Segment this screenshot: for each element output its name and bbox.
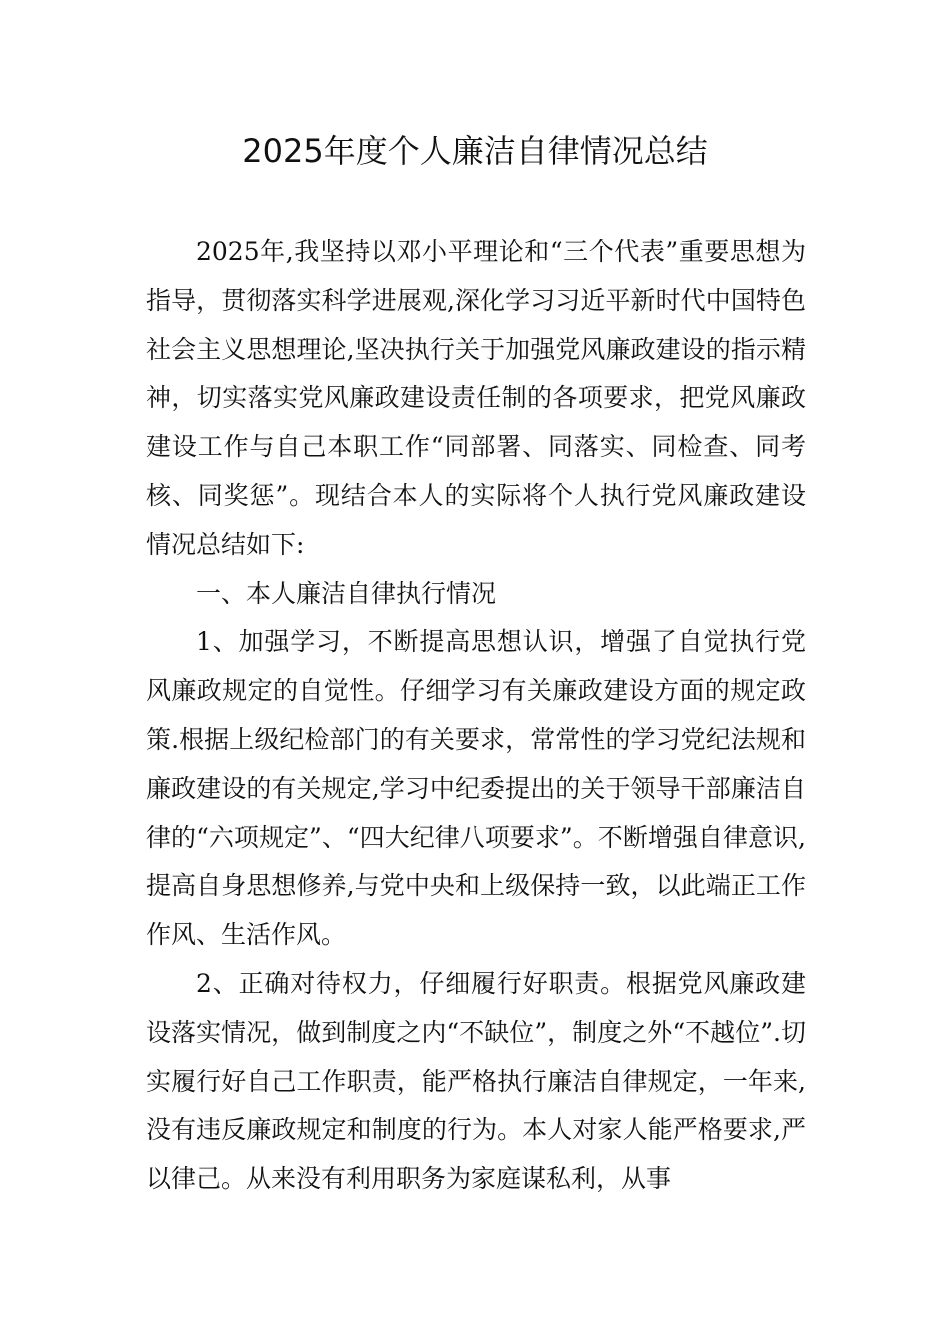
intro-paragraph: 2025年,我坚持以邓小平理论和“三个代表”重要思想为指导，贯彻落实科学进展观,深化学习习近平新时代中国特色社会主义思想理论,坚决执行关于加强党风廉政建设的指示精神，切实落实党风廉政建设责任制的各项要求，把党风廉政建设工作与自己本职工作“同部署、同落实、同检查、同考核、同奖惩”。现结合本人的实际将个人执行党风廉政建设情况总结如下: (146, 237, 806, 559)
document-body (146, 228, 806, 1204)
item-paragraph-2: 2、正确对待权力，仔细履行好职责。根据党风廉政建设落实情况，做到制度之内“不缺位”，制度之外“不越位”.切实履行好自己工作职责，能严格执行廉洁自律规定，一年来,没有违反廉政规定和制度的行为。本人对家人能严格要求,严以律己。从来没有利用职务为家庭谋私利，从事 (146, 968, 806, 1194)
section-heading-1: 一、本人廉洁自律执行情况 (196, 578, 497, 608)
item-paragraph-1: 1、加强学习，不断提高思想认识，增强了自觉执行党风廉政规定的自觉性。仔细学习有关廉政建设方面的规定政策.根据上级纪检部门的有关要求，常常性的学习党纪法规和廉政建设的有关规定,学习中纪委提出的关于领导干部廉洁自律的“六项规定”、“四大纪律八项要求”。不断增强自律意识,提高自身思想修养,与党中央和上级保持一致，以此端正工作作风、生活作风。 (146, 627, 806, 950)
document-title: 2025年度个人廉洁自律情况总结 (242, 132, 708, 170)
